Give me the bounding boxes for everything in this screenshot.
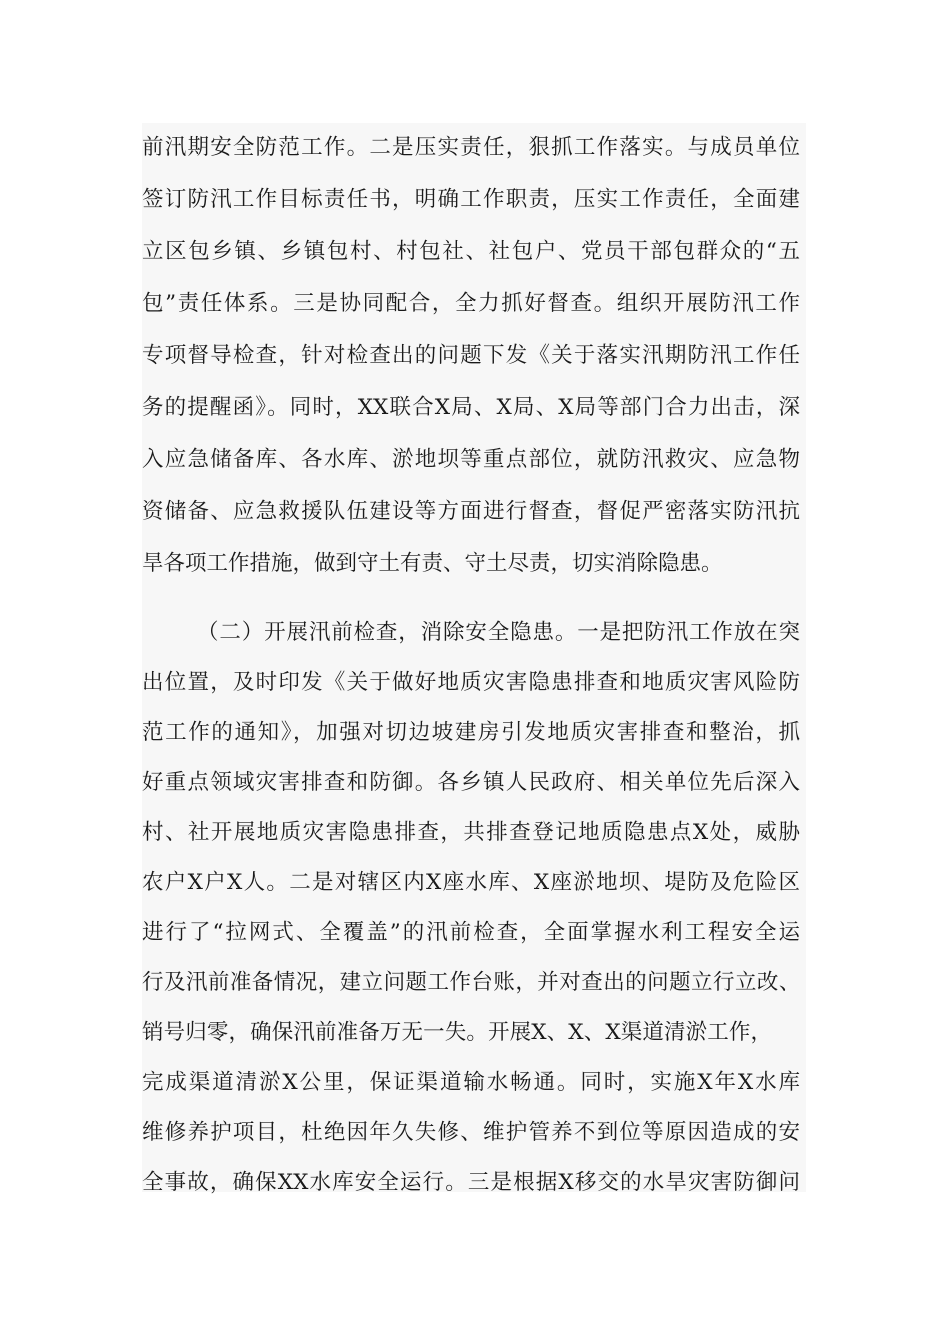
text-line: 出位置，及时印发《关于做好地质灾害隐患排查和地质灾害风险防 bbox=[142, 670, 800, 695]
text-line: 包”责任体系。三是协同配合，全力抓好督查。组织开展防汛工作 bbox=[142, 291, 800, 316]
text-line: 村、社开展地质灾害隐患排查，共排查登记地质隐患点X处，威胁 bbox=[142, 820, 800, 845]
text-line: 进行了“拉网式、全覆盖”的汛前检查，全面掌握水利工程安全运 bbox=[142, 920, 800, 945]
text-line: 农户X户X人。二是对辖区内X座水库、X座淤地坝、堤防及危险区 bbox=[142, 870, 800, 895]
document-page bbox=[142, 123, 806, 1195]
text-line: 完成渠道清淤X公里，保证渠道输水畅通。同时，实施X年X水库 bbox=[142, 1070, 800, 1095]
text-line: 专项督导检查，针对检查出的问题下发《关于落实汛期防汛工作任 bbox=[142, 343, 800, 368]
text-line: 销号归零，确保汛前准备万无一失。开展X、X、X渠道清淤工作， bbox=[142, 1020, 772, 1045]
text-line: 维修养护项目，杜绝因年久失修、维护管养不到位等原因造成的安 bbox=[142, 1120, 800, 1145]
text-line: 入应急储备库、各水库、淤地坝等重点部位，就防汛救灾、应急物 bbox=[142, 447, 800, 472]
text-line: 资储备、应急救援队伍建设等方面进行督查，督促严密落实防汛抗 bbox=[142, 499, 800, 524]
text-line: 立区包乡镇、乡镇包村、村包社、社包户、党员干部包群众的“五 bbox=[142, 239, 800, 264]
text-line: 旱各项工作措施，做到守土有责、守土尽责，切实消除隐患。 bbox=[142, 551, 723, 576]
text-line: 前汛期安全防范工作。二是压实责任，狠抓工作落实。与成员单位 bbox=[142, 135, 800, 160]
text-line: 全事故，确保XX水库安全运行。三是根据X移交的水旱灾害防御问 bbox=[142, 1170, 800, 1195]
text-line: （二）开展汛前检查，消除安全隐患。一是把防汛工作放在突 bbox=[197, 620, 800, 645]
text-line: 范工作的通知》，加强对切边坡建房引发地质灾害排查和整治，抓 bbox=[142, 720, 800, 745]
text-line: 好重点领域灾害排查和防御。各乡镇人民政府、相关单位先后深入 bbox=[142, 770, 800, 795]
text-line: 行及汛前准备情况，建立问题工作台账，并对查出的问题立行立改、 bbox=[142, 970, 800, 995]
text-line: 签订防汛工作目标责任书，明确工作职责，压实工作责任，全面建 bbox=[142, 187, 800, 212]
text-line: 务的提醒函》。同时，XX联合X局、X局、X局等部门合力出击，深 bbox=[142, 395, 800, 420]
